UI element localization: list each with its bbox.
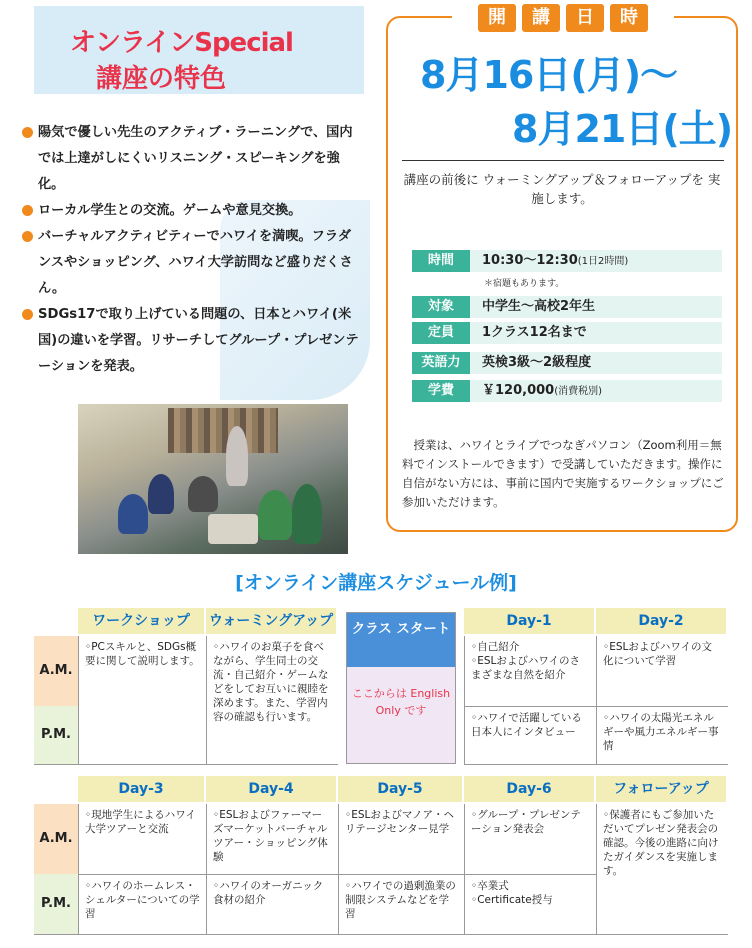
- start-date: 8月16日(月)～: [420, 53, 678, 97]
- day2-am-cell: ◦ESLおよびハワイの文化について学習: [596, 636, 728, 706]
- col-head-day3: Day-3: [78, 776, 204, 802]
- class-start-box: クラス スタート ここからは English Only です: [346, 612, 456, 764]
- day1-am-cell: ◦自己紹介 ◦ESLおよびハワイのさまざまな自然を紹介: [464, 636, 596, 706]
- day6-pm-cell: ◦卒業式 ◦Certificate授与: [464, 874, 596, 934]
- col-head-day2: Day-2: [596, 608, 726, 634]
- feature-item: バーチャルアクティビティーでハワイを満喫。フラダンスやショッピング、ハワイ大学訪問など盛りだくさん。: [22, 224, 362, 302]
- col-head-day4: Day-4: [206, 776, 336, 802]
- day5-pm-cell: ◦ハワイでの過剰漁業の制限システムなどを学習: [338, 874, 464, 934]
- info-row-fee: 学費 ￥120,000(消費税別): [412, 380, 722, 402]
- info-row-capacity: 定員 1クラス12名まで: [412, 322, 722, 344]
- col-head-followup: フォローアップ: [596, 776, 726, 802]
- warmup-cell: ◦ハワイのお菓子を食べながら、学生同士の交流・自己紹介・ゲームなどをしてお互いに親睦を深めます。また、学習内容の確認も行います。: [206, 636, 338, 764]
- title-line1: オンラインSpecial: [70, 28, 293, 58]
- feature-list: [22, 120, 362, 380]
- schedule-title: [オンライン講座スケジュール例]: [235, 572, 517, 594]
- info-row-time: 時間 10:30～12:30(1日2時間): [412, 250, 722, 272]
- classroom-photo: [78, 404, 348, 554]
- day5-am-cell: ◦ESLおよびマノア・ヘリテージセンター見学: [338, 804, 464, 874]
- warmup-followup-text: 講座の前後に ウォーミングアップ＆フォローアップを 実施します。: [403, 172, 721, 206]
- end-date: 8月21日(土): [512, 107, 733, 151]
- homework-note: ＊宿題もあります。: [484, 279, 565, 289]
- row2-pm-label: P.M.: [34, 874, 78, 934]
- feature-item: 陽気で優しい先生のアクティブ・ラーニングで、国内では上達がしにくいリスニング・スピーキングを強化。: [22, 120, 362, 198]
- bullet-icon: [22, 127, 33, 138]
- grid-line: [34, 934, 728, 935]
- followup-cell: ◦保護者にもご参加いただいてプレゼン発表会の確認。今後の進路に向けたガイダンスを実施します。: [596, 804, 728, 934]
- info-row-english: 英語力 英検3級～2級程度: [412, 352, 722, 374]
- title-line2: 講座の特色: [96, 64, 227, 94]
- bullet-icon: [22, 231, 33, 242]
- day1-pm-cell: ◦ハワイで活躍している日本人にインタビュー: [464, 706, 596, 764]
- row2-am-label: A.M.: [34, 804, 78, 874]
- col-head-warmup: ウォーミングアップ: [206, 608, 336, 634]
- bookshelf: [168, 408, 278, 453]
- day6-am-cell: ◦グループ・プレゼンテーション発表会: [464, 804, 596, 874]
- col-head-workshop: ワークショップ: [78, 608, 204, 634]
- col-head-day6: Day-6: [464, 776, 594, 802]
- bullet-icon: [22, 205, 33, 216]
- description-paragraph: 授業は、ハワイとライブでつなぎパソコン（Zoom利用＝無料でインストールできます）で受講していただきます。操作に自信がない方には、事前に国内で実施するワークショップにご参加いただけます。: [402, 438, 724, 509]
- col-head-day1: Day-1: [464, 608, 594, 634]
- grid-line: [464, 764, 728, 765]
- col-head-day5: Day-5: [338, 776, 462, 802]
- feature-item: SDGs17で取り上げている問題の、日本とハワイ(米国)の違いを学習。リサーチしてグループ・プレゼンテーションを発表。: [22, 302, 362, 380]
- divider: [402, 160, 724, 161]
- day4-am-cell: ◦ESLおよびファーマーズマーケットバーチャルツアー・ショッピング体験: [206, 804, 338, 874]
- day4-pm-cell: ◦ハワイのオーガニック食材の紹介: [206, 874, 338, 934]
- date-heading: 開 講 日 時: [452, 4, 674, 34]
- row1-pm-label: P.M.: [34, 706, 78, 764]
- day3-am-cell: ◦現地学生によるハワイ大学ツアーと交流: [78, 804, 206, 874]
- feature-item: ローカル学生との交流。ゲームや意見交換。: [22, 198, 362, 224]
- bullet-icon: [22, 309, 33, 320]
- day3-pm-cell: ◦ハワイのホームレス・シェルターについての学習: [78, 874, 206, 934]
- day2-pm-cell: ◦ハワイの太陽光エネルギーや風力エネルギー事情: [596, 706, 728, 764]
- info-row-target: 対象 中学生～高校2年生: [412, 296, 722, 318]
- row1-am-label: A.M.: [34, 636, 78, 706]
- workshop-cell: ◦PCスキルと、SDGs概要に関して説明します。: [78, 636, 206, 764]
- grid-line: [34, 764, 338, 765]
